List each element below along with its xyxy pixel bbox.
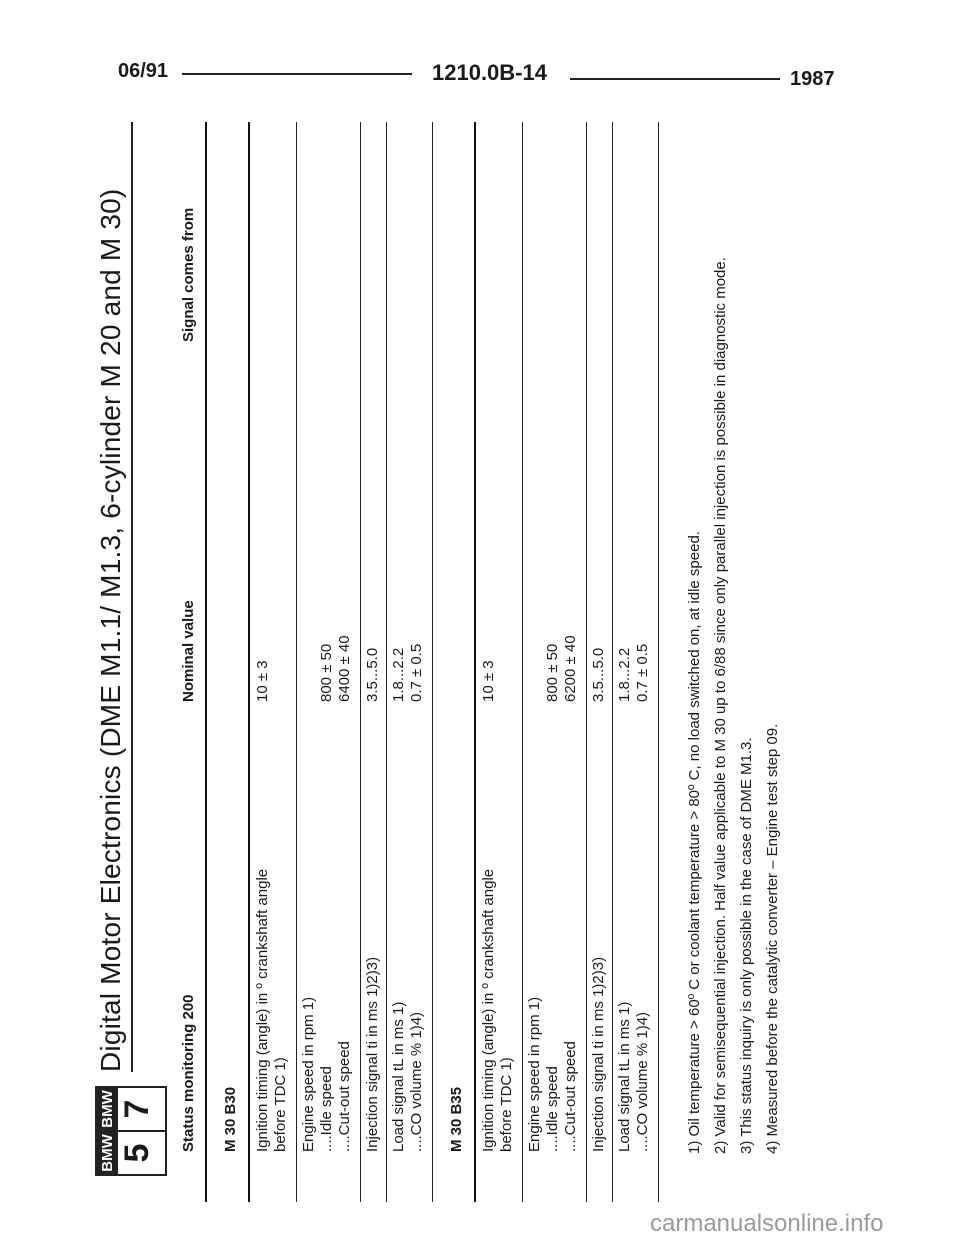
b30-speed-value-idle: 800 ± 50 <box>318 643 335 702</box>
b35-ignition-label-2: before TDC 1) <box>498 1057 515 1152</box>
bmw-logo-cell-5 <box>97 1130 165 1174</box>
bmw-logo-cell-7 <box>97 1088 165 1130</box>
header-date: 06/91 <box>118 60 169 82</box>
b35-load-label-1: Load signal tL in ms 1) <box>616 1001 633 1152</box>
logo-brand-text: BMW <box>97 1132 118 1174</box>
b30-injection-label: Injection signal ti in ms 1)2)3) <box>364 956 381 1152</box>
b30-speed-label-2: ....Idle speed <box>318 1066 335 1152</box>
b30-load-label-1: Load signal tL in ms 1) <box>390 1001 407 1152</box>
b30-speed-label-1: Engine speed in rpm 1) <box>300 996 317 1152</box>
row-divider <box>658 122 659 1202</box>
section-title-b30: M 30 B30 <box>222 1086 239 1152</box>
b35-speed-label-2: ....Idle speed <box>544 1066 561 1152</box>
b35-load-value: 1.8...2.2 <box>616 647 633 702</box>
column-header-nominal: Nominal value <box>180 600 197 702</box>
section-underline-b35 <box>474 122 476 1202</box>
b30-load-label-2: ....CO volume % 1)4) <box>408 1011 425 1152</box>
section-title-b35: M 30 B35 <box>448 1086 465 1152</box>
b35-speed-value-cutout: 6200 ± 40 <box>562 635 579 702</box>
b35-load-label-2: ....CO volume % 1)4) <box>634 1011 651 1152</box>
row-divider <box>296 122 297 1202</box>
row-divider <box>612 122 613 1202</box>
b30-injection-value: 3.5...5.0 <box>364 647 381 702</box>
watermark-text: carmanualsonline.info <box>650 1210 884 1237</box>
row-divider <box>522 122 523 1202</box>
b30-ignition-label-1: Ignition timing (angle) in º crankshaft angle <box>254 868 271 1152</box>
b30-ignition-value: 10 ± 3 <box>254 660 271 702</box>
row-divider <box>586 122 587 1202</box>
row-divider <box>432 122 433 1202</box>
column-header-status: Status monitoring 200 <box>180 994 197 1152</box>
b35-injection-value: 3.5...5.0 <box>590 647 607 702</box>
logo-brand-text: BMW <box>97 1088 118 1130</box>
column-header-signal: Signal comes from <box>180 207 197 342</box>
b30-ignition-label-2: before TDC 1) <box>272 1057 289 1152</box>
section-underline-b30 <box>248 122 250 1202</box>
b30-co-value: 0.7 ± 0.5 <box>408 643 425 702</box>
header-underline <box>205 122 207 1202</box>
row-divider <box>360 122 361 1202</box>
b35-ignition-label-1: Ignition timing (angle) in º crankshaft angle <box>480 868 497 1152</box>
b35-speed-value-idle: 800 ± 50 <box>544 643 561 702</box>
b35-injection-label: Injection signal ti in ms 1)2)3) <box>590 956 607 1152</box>
b30-load-value: 1.8...2.2 <box>390 647 407 702</box>
b30-speed-label-3: ....Cut-out speed <box>336 1041 353 1152</box>
b30-speed-value-cutout: 6400 ± 40 <box>336 635 353 702</box>
title-rule <box>131 122 133 1072</box>
page-title: Digital Motor Electronics (DME M1.1/ M1.3, 6-cylinder M 20 and M 30) <box>95 188 126 1072</box>
logo-series-number: 7 <box>118 1099 156 1119</box>
header-doc-code: 1210.0B-14 <box>432 60 547 85</box>
logo-series-number: 5 <box>118 1143 156 1163</box>
b35-speed-label-3: ....Cut-out speed <box>562 1041 579 1152</box>
b35-speed-label-1: Engine speed in rpm 1) <box>526 996 543 1152</box>
header-year: 1987 <box>790 68 835 90</box>
footnote-1: 1) Oil temperature > 60º C or coolant temperature > 80º C, no load switched on, at idle speed. <box>686 531 703 1154</box>
bmw-logo <box>95 1086 167 1176</box>
b35-co-value: 0.7 ± 0.5 <box>634 643 651 702</box>
row-divider <box>386 122 387 1202</box>
b35-ignition-value: 10 ± 3 <box>480 660 497 702</box>
footnote-2: 2) Valid for semisequential injection. Half value applicable to M 30 up to 6/88 since only parallel injection is possible in diagnostic mode. <box>712 257 729 1154</box>
footnote-4: 4) Measured before the catalytic converter – Engine test step 09. <box>764 723 781 1154</box>
footnote-3: 3) This status inquiry is only possible in the case of DME M1.3. <box>738 737 755 1154</box>
